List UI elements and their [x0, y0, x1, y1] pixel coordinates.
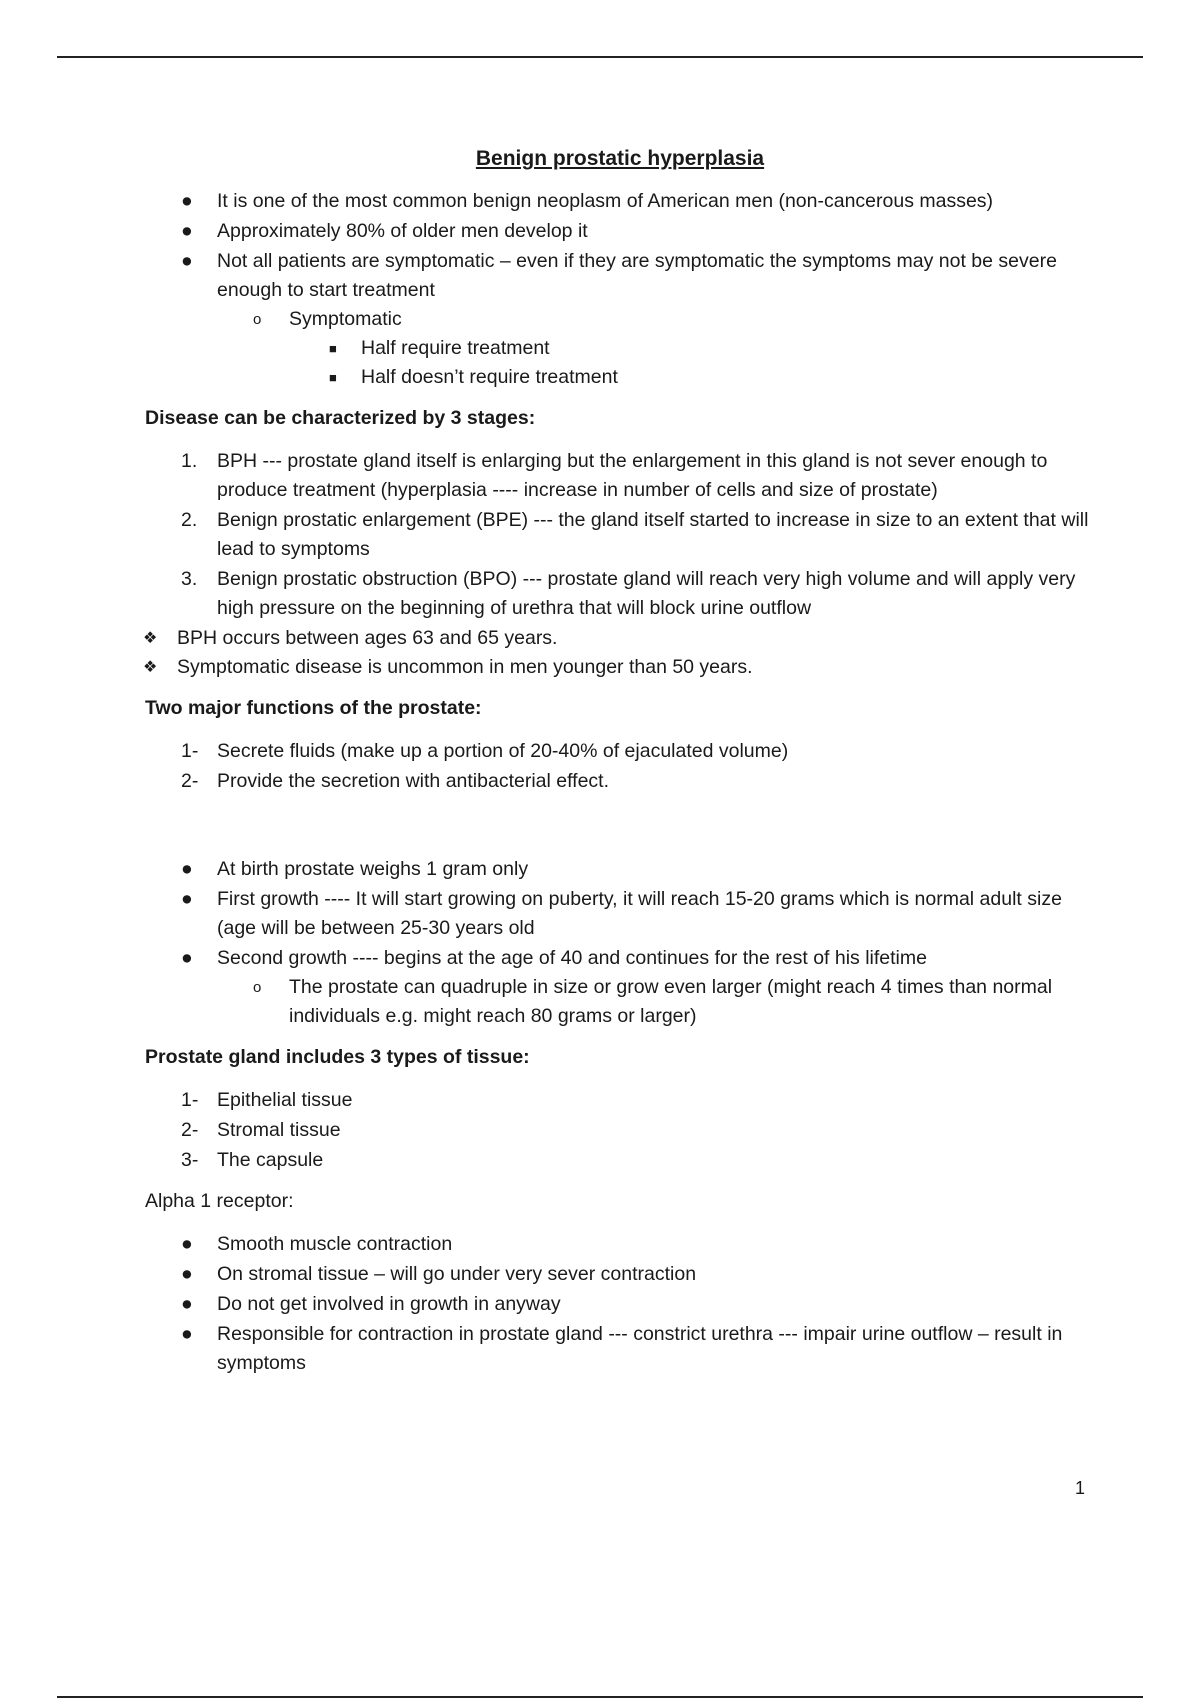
bullet-icon: ●	[181, 250, 193, 272]
list-item: ■ Half doesn’t require treatment	[289, 363, 1095, 392]
stage-notes	[141, 624, 1095, 682]
stages-heading: Disease can be characterized by 3 stages:	[145, 407, 536, 429]
list-item: 2. Benign prostatic enlargement (BPE) --- the gland itself started to increase in size to an extent that will lead to symptoms	[181, 509, 1089, 560]
list-item: 1- Secrete fluids (make up a portion of 20-40% of ejaculated volume)	[181, 740, 789, 762]
bullet-icon: ●	[181, 947, 193, 969]
alpha-list	[145, 1230, 1095, 1378]
stages-list	[145, 447, 1095, 623]
square-bullet-icon: ■	[329, 370, 337, 385]
bullet-icon: ●	[181, 190, 193, 212]
page-number: 1	[1075, 1478, 1086, 1498]
list-item: ● First growth ---- It will start growing on puberty, it will reach 15-20 grams which is normal adult size (age will be between 25-30 years old	[145, 885, 1095, 943]
functions-list	[145, 737, 1095, 796]
list-item: ■ Half require treatment	[289, 334, 1095, 363]
alpha-heading: Alpha 1 receptor:	[145, 1190, 294, 1212]
document-page	[145, 140, 1095, 1379]
bullet-icon: ●	[181, 858, 193, 880]
sub-list	[217, 973, 1095, 1031]
list-item: ● Smooth muscle contraction	[145, 1230, 1095, 1259]
list-item: ● It is one of the most common benign neoplasm of American men (non-cancerous masses)	[145, 187, 1095, 216]
growth-list	[145, 855, 1095, 1031]
circle-bullet-icon: o	[253, 311, 262, 328]
circle-bullet-icon: o	[253, 979, 262, 996]
bullet-icon: ●	[181, 888, 193, 910]
sub-sub-list	[289, 334, 1095, 392]
list-item: ● Responsible for contraction in prostate gland --- constrict urethra --- impair urine outflow – result in symptoms	[145, 1320, 1095, 1378]
list-item: 2- Stromal tissue	[181, 1119, 341, 1141]
list-item: 3. Benign prostatic obstruction (BPO) --- prostate gland will reach very high volume and will apply very high pressure on the beginning of urethra that will block urine outflow	[181, 568, 1076, 619]
functions-heading: Two major functions of the prostate:	[145, 697, 482, 719]
diamond-bullet-icon: ❖	[143, 659, 158, 676]
list-item: 2- Provide the secretion with antibacterial effect.	[181, 770, 610, 792]
bullet-icon: ●	[181, 1293, 193, 1315]
list-item: ● At birth prostate weighs 1 gram only	[145, 855, 1095, 884]
sub-list	[217, 305, 1095, 392]
list-item: ● Second growth ---- begins at the age of 40 and continues for the rest of his lifetime o The prostate can quadruple in size or grow even larger (might reach 4 times than normal individuals e.g. might reach 80 grams or larger)	[145, 944, 1095, 1031]
tissue-heading: Prostate gland includes 3 types of tissue:	[145, 1046, 530, 1068]
footer-rule	[57, 1696, 1143, 1698]
bullet-icon: ●	[181, 1233, 193, 1255]
square-bullet-icon: ■	[329, 341, 337, 356]
intro-list	[145, 187, 1095, 392]
list-item: 1. BPH --- prostate gland itself is enlarging but the enlargement in this gland is not sever enough to produce treatment (hyperplasia ---- increase in number of cells and size of prostate)	[181, 450, 1048, 501]
list-item: ● Not all patients are symptomatic – even if they are symptomatic the symptoms may not be severe enough to start treatment o Symptomatic ■ Half require treatment ■ Half doesn’t require treatment	[145, 247, 1095, 392]
header-rule	[57, 56, 1143, 58]
list-item: ● Approximately 80% of older men develop it	[145, 217, 1095, 246]
tissue-list	[145, 1086, 1095, 1175]
list-item: 1- Epithelial tissue	[181, 1089, 353, 1111]
bullet-icon: ●	[181, 1323, 193, 1345]
spacer	[145, 797, 1095, 855]
list-item: o Symptomatic ■ Half require treatment ■ Half doesn’t require treatment	[217, 305, 1095, 392]
bullet-icon: ●	[181, 1263, 193, 1285]
list-item: ❖ Symptomatic disease is uncommon in men younger than 50 years.	[141, 653, 1095, 682]
list-item: 3- The capsule	[181, 1149, 324, 1171]
list-item: o The prostate can quadruple in size or grow even larger (might reach 4 times than normal individuals e.g. might reach 80 grams or larger)	[217, 973, 1095, 1031]
diamond-bullet-icon: ❖	[143, 630, 158, 647]
document-title: Benign prostatic hyperplasia	[475, 147, 765, 170]
list-item: ● Do not get involved in growth in anyway	[145, 1290, 1095, 1319]
list-item: ● On stromal tissue – will go under very sever contraction	[145, 1260, 1095, 1289]
bullet-icon: ●	[181, 220, 193, 242]
list-item: ❖ BPH occurs between ages 63 and 65 years.	[141, 624, 1095, 653]
